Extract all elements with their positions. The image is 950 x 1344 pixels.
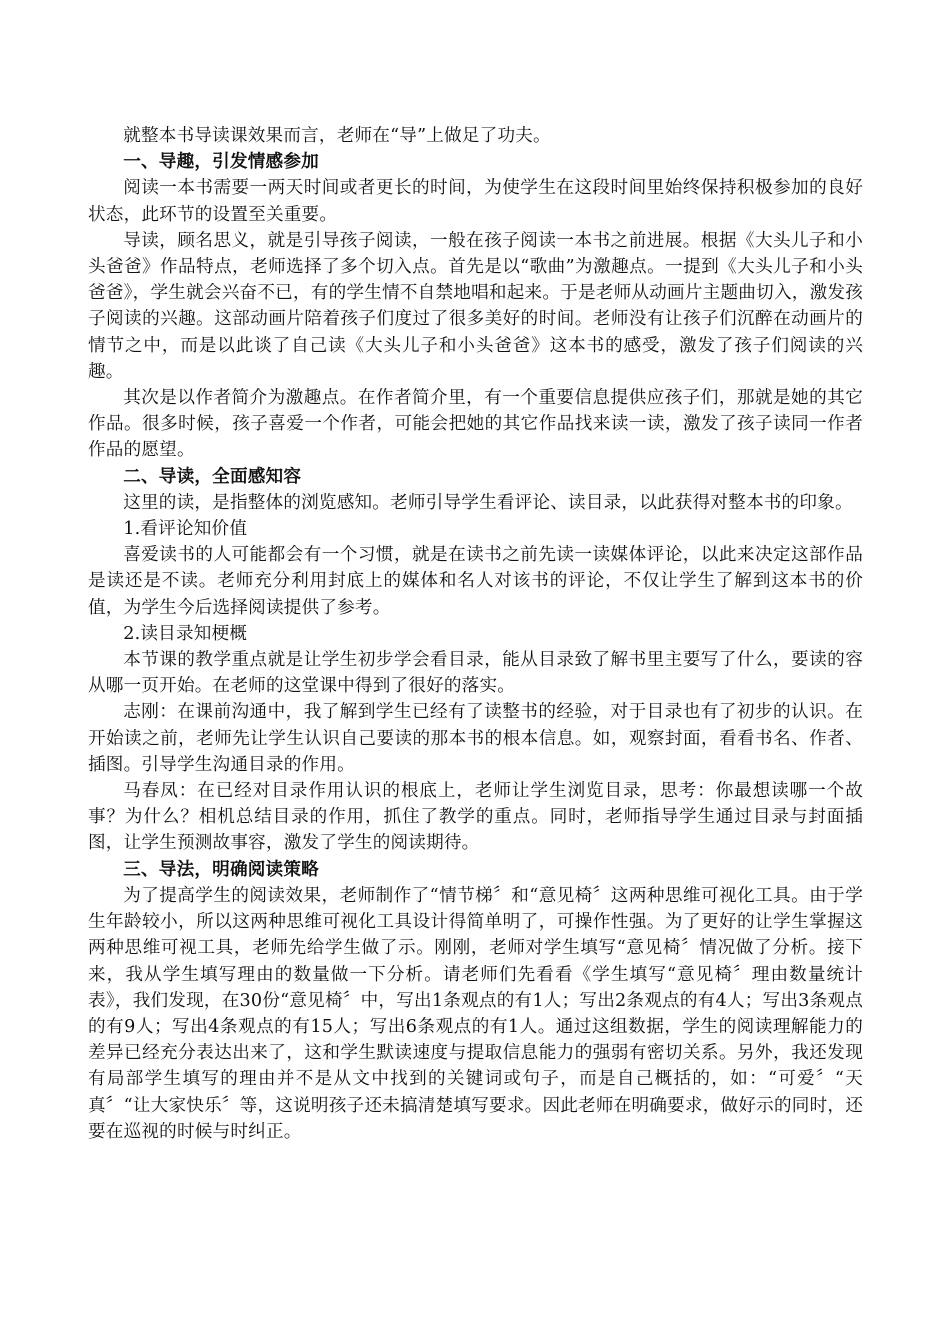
paragraph: 其次是以作者简介为激趣点。在作者简介里，有一个重要信息提供应孩子们，那就是她的其它作品。很多时候，孩子喜爱一个作者，可能会把她的其它作品找来读一读，激发了孩子读同一作者作品的愿望。 [88, 388, 863, 461]
paragraph: 志刚：在课前沟通中，我了解到学生已经有了读整书的经验，对于目录也有了初步的认识。在开始读之前，老师先让学生认识自己要读的那本书的根本信息。如，观察封面，看看书名、作者、插图。引导学生沟通目录的作用。 [88, 702, 863, 775]
subheading: 1.看评论知价值 [123, 519, 248, 540]
paragraph: 这里的读，是指整体的浏览感知。老师引导学生看评论、读目录，以此获得对整本书的印象。 [123, 492, 853, 513]
paragraph: 就整本书导读课效果而言，老师在“导”上做足了功夫。 [123, 126, 551, 146]
paragraph: 喜爱读书的人可能都会有一个习惯，就是在读书之前先读一读媒体评论，以此来决定这部作品是读还是不读。老师充分利用封底上的媒体和名人对该书的评论，不仅让学生了解到这本书的价值，为学生今后选择阅读提供了参考。 [88, 545, 863, 618]
section-heading: 一、导趣，引发情感参加 [123, 152, 319, 173]
paragraph: 导读，顾名思义，就是引导孩子阅读，一般在孩子阅读一本书之前进展。根据《大头儿子和小头爸爸》作品特点，老师选择了多个切入点。首先是以“歌曲”为激趣点。一提到《大头儿子和小头爸爸》，学生就会兴奋不已，有的学生情不自禁地唱和起来。于是老师从动画片主题曲切入，激发孩子阅读的兴趣。这部动画片陪着孩子们度过了很多美好的时间。老师没有让孩子们沉醉在动画片的情节之中，而是以此谈了自己读《大头儿子和小头爸爸》这本书的感受，激发了孩子们阅读的兴趣。 [88, 230, 863, 382]
paragraph: 马春凤：在已经对目录作用认识的根底上，老师让学生浏览目录，思考：你最想读哪一个故事？为什么？相机总结目录的作用，抓住了教学的重点。同时，老师指导学生通过目录与封面插图，让学生预测故事容，激发了学生的阅读期待。 [88, 781, 863, 854]
document-page [88, 123, 863, 1145]
section-heading: 二、导读，全面感知容 [123, 466, 302, 487]
subheading: 2.读目录知梗概 [123, 623, 248, 644]
section-heading: 三、导法，明确阅读策略 [123, 859, 319, 880]
paragraph: 阅读一本书需要一两天时间或者更长的时间，为使学生在这段时间里始终保持积极参加的良好状态，此环节的设置至关重要。 [88, 178, 863, 225]
paragraph: 本节课的教学重点就是让学生初步学会看目录，能从目录致了解书里主要写了什么，要读的容从哪一页开始。在老师的这堂课中得到了很好的落实。 [88, 650, 863, 697]
paragraph: 为了提高学生的阅读效果，老师制作了“情节梯〞和“意见椅〞这两种思维可视化工具。由于学生年龄较小，所以这两种思维可视化工具设计得简单明了，可操作性强。为了更好的让学生掌握这两种思维可视工具，老师先给学生做了示。刚刚，老师对学生填写“意见椅〞情况做了分析。接下来，我从学生填写理由的数量做一下分析。请老师们先看看《学生填写“意见椅〞理由数量统计表》，我们发现，在30份“意见椅〞中，写出1条观点的有1人；写出2条观点的有4人；写出3条观点的有9人；写出4条观点的有15人；写出6条观点的有1人。通过这组数据，学生的阅读理解能力的差异已经充分表达出来了，这和学生默读速度与提取信息能力的强弱有密切关系。另外，我还发现有局部学生填写的理由并不是从文中找到的关键词或句子，而是自己概括的，如：“可爱〞“天真〞“让大家快乐〞等，这说明孩子还未搞清楚填写要求。因此老师在明确要求，做好示的同时，还要在巡视的时候与时纠正。 [88, 885, 863, 1142]
